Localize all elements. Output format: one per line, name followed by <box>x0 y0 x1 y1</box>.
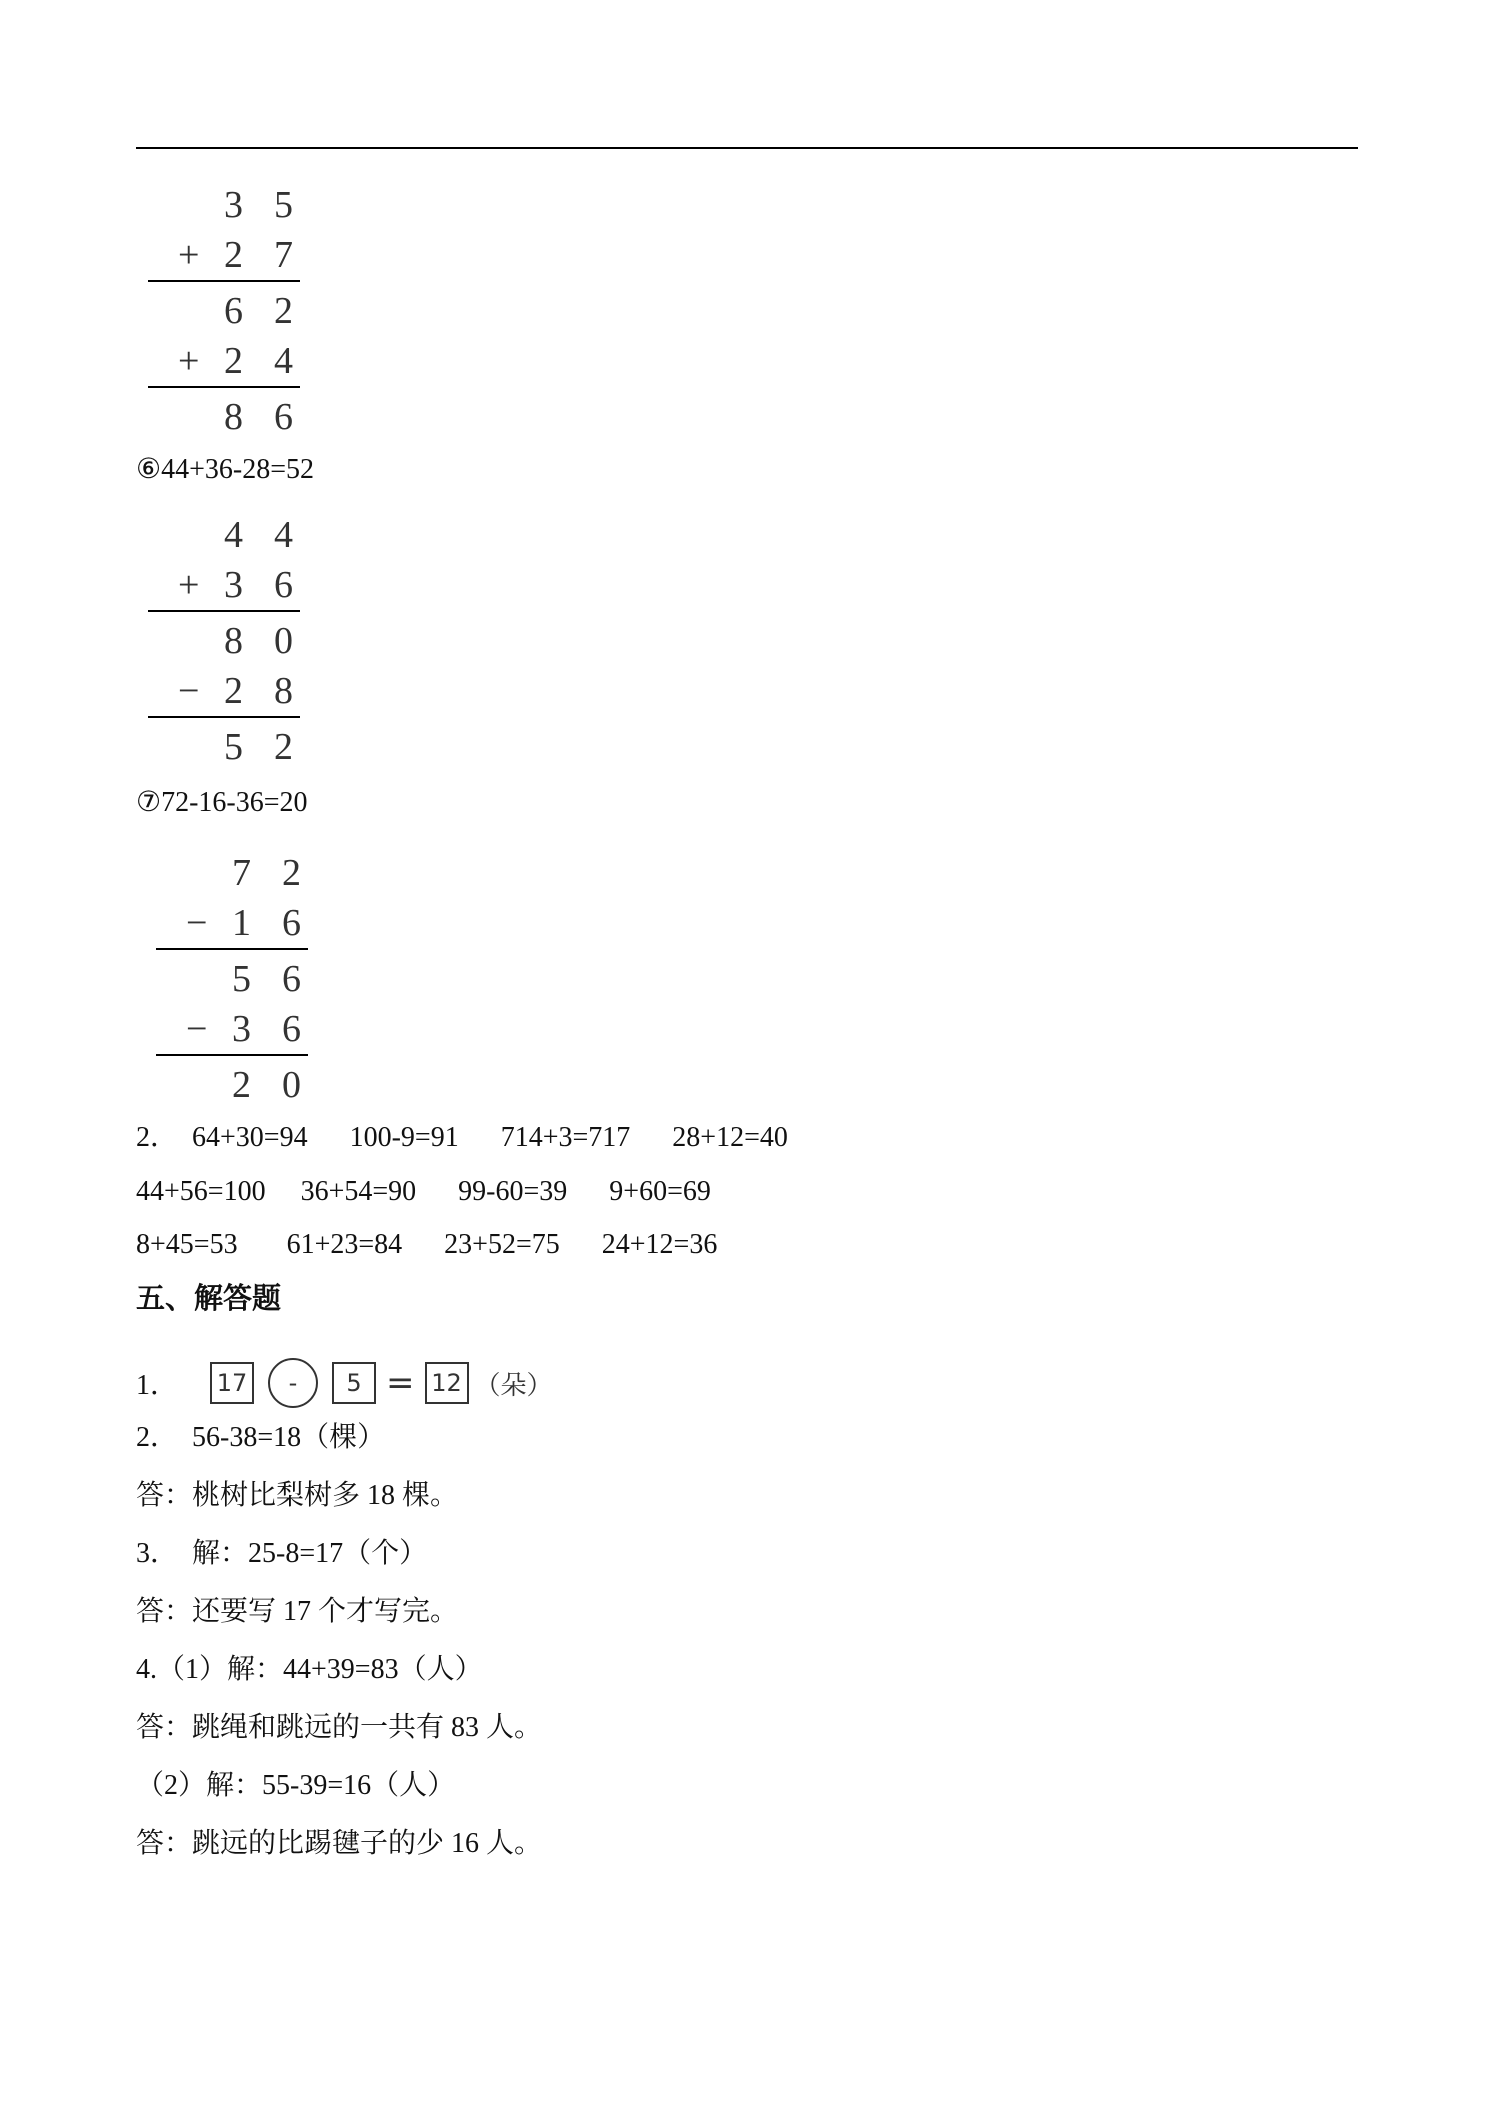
vertical-calc-6 <box>140 510 300 772</box>
calc-row: 5 2 <box>224 726 293 768</box>
circle-operator: - <box>268 1358 318 1408</box>
unit-label: （朵） <box>474 1370 553 1401</box>
box-minuend: 17 <box>210 1362 254 1404</box>
calc-row: 7 2 <box>232 852 301 894</box>
equals-sign: = <box>386 1363 415 1403</box>
answer-3-equation: 3． 解：25-8=17（个） <box>136 1538 428 1569</box>
q2-line-3: 8+45=53 61+23=84 23+52=75 24+12=36 <box>136 1229 718 1260</box>
calc-row: 6 2 <box>224 290 293 332</box>
box-result: 12 <box>425 1362 469 1404</box>
answer-1-number: 1． <box>136 1370 179 1401</box>
item-7-label: ⑦72-16-36=20 <box>136 787 308 818</box>
calc-row: 8 6 <box>224 396 293 438</box>
calc-divider <box>156 1054 308 1056</box>
q2-line-2: 44+56=100 36+54=90 99-60=39 9+60=69 <box>136 1176 711 1207</box>
calc-row: 2 0 <box>232 1064 301 1106</box>
calc-divider <box>148 386 300 388</box>
answer-1-figure <box>136 1358 553 1408</box>
calc-divider <box>148 610 300 612</box>
answer-4-2-reply: 答：跳远的比踢毽子的少 16 人。 <box>136 1828 543 1859</box>
calc-row: + 3 6 <box>178 564 293 606</box>
q2-line-1: 2． 64+30=94 100-9=91 714+3=717 28+12=40 <box>136 1122 788 1153</box>
section-5-title: 五、解答题 <box>136 1281 282 1315</box>
calc-row: − 2 8 <box>178 670 293 712</box>
calc-row: 5 6 <box>232 958 301 1000</box>
calc-row: + 2 4 <box>178 340 293 382</box>
calc-divider <box>156 948 308 950</box>
item-6-label: ⑥44+36-28=52 <box>136 454 315 485</box>
answer-3-reply: 答：还要写 17 个才写完。 <box>136 1596 459 1627</box>
answer-4-1-equation: 4.（1）解：44+39=83（人） <box>136 1654 483 1685</box>
header-rule <box>136 147 1358 149</box>
calc-row: 3 5 <box>224 184 293 226</box>
calc-row: − 3 6 <box>186 1008 301 1050</box>
box-subtrahend: 5 <box>332 1362 376 1404</box>
calc-divider <box>148 280 300 282</box>
vertical-calc-7 <box>148 848 308 1110</box>
calc-row: + 2 7 <box>178 234 293 276</box>
calc-row: 8 0 <box>224 620 293 662</box>
vertical-calc-5 <box>140 180 300 442</box>
answer-4-2-equation: （2）解：55-39=16（人） <box>136 1770 456 1801</box>
calc-row: − 1 6 <box>186 902 301 944</box>
answer-2-equation: 2． 56-38=18（棵） <box>136 1422 386 1453</box>
calc-row: 4 4 <box>224 514 293 556</box>
calc-divider <box>148 716 300 718</box>
answer-2-reply: 答：桃树比梨树多 18 棵。 <box>136 1480 459 1511</box>
answer-4-1-reply: 答：跳绳和跳远的一共有 83 人。 <box>136 1712 543 1743</box>
